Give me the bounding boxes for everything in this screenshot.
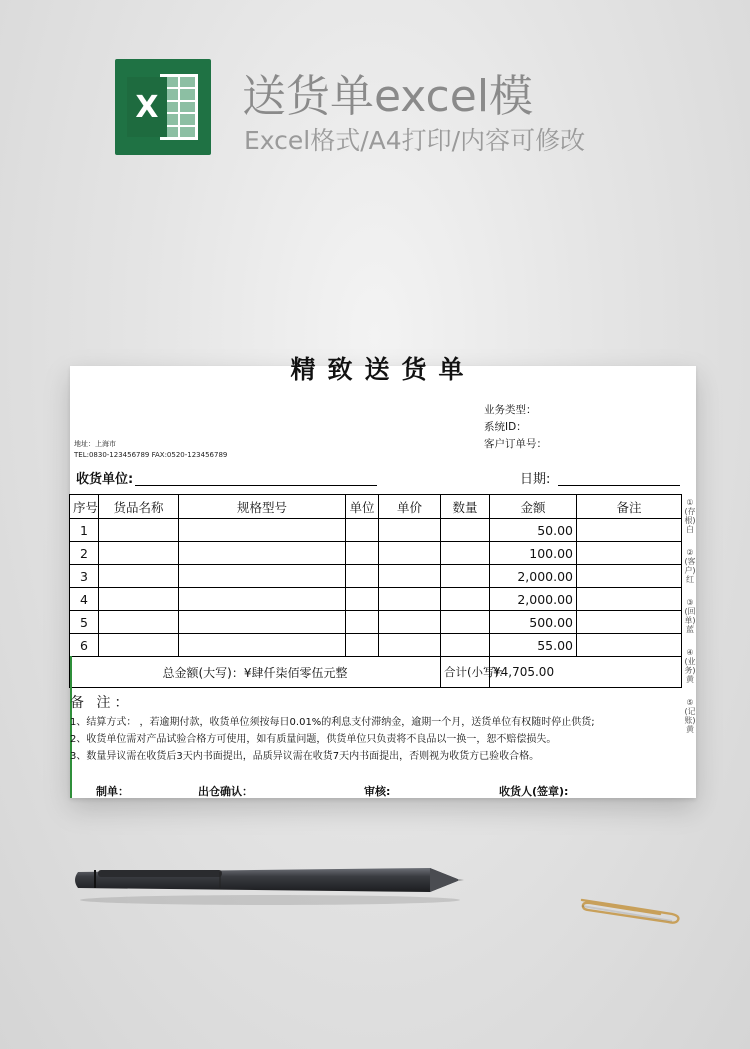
total-row bbox=[70, 657, 682, 688]
cell-remark[interactable] bbox=[577, 634, 682, 657]
cell-spec[interactable] bbox=[179, 611, 346, 634]
cell-spec[interactable] bbox=[179, 634, 346, 657]
cell-amount[interactable]: 50.00 bbox=[490, 519, 577, 542]
cell-spec[interactable] bbox=[179, 565, 346, 588]
delivery-note-paper bbox=[70, 355, 696, 798]
cell-remark[interactable] bbox=[577, 542, 682, 565]
cell-unit[interactable] bbox=[346, 542, 379, 565]
address-text: 地址：上海市 bbox=[74, 440, 116, 448]
business-type-label: 业务类型： bbox=[484, 404, 537, 416]
cell-remark[interactable] bbox=[577, 588, 682, 611]
row-no: 1 bbox=[70, 519, 99, 542]
cell-qty[interactable] bbox=[441, 634, 490, 657]
cell-qty[interactable] bbox=[441, 588, 490, 611]
col-header-amount: 金额 bbox=[490, 495, 577, 519]
cell-unit[interactable] bbox=[346, 588, 379, 611]
cell-remark[interactable] bbox=[577, 611, 682, 634]
row-no: 3 bbox=[70, 565, 99, 588]
contact-text: TEL:0830-123456789 FAX:0520-123456789 bbox=[74, 451, 228, 459]
note-item: 2、收货单位需对产品试验合格方可使用，如有质量问题，供货单位只负责将不良品以一换一，恕不赔偿损失。 bbox=[70, 734, 557, 745]
cell-name[interactable] bbox=[99, 565, 179, 588]
cell-price[interactable] bbox=[379, 588, 441, 611]
row-no: 6 bbox=[70, 634, 99, 657]
copy-label: ①(存根)白 bbox=[684, 498, 696, 534]
col-header-price: 单价 bbox=[379, 495, 441, 519]
date-label: 日期: bbox=[520, 472, 551, 487]
date-input-line[interactable] bbox=[558, 485, 680, 486]
col-header-name: 货品名称 bbox=[99, 495, 179, 519]
cell-amount[interactable]: 2,000.00 bbox=[490, 588, 577, 611]
cell-name[interactable] bbox=[99, 634, 179, 657]
cell-price[interactable] bbox=[379, 611, 441, 634]
col-header-unit: 单位 bbox=[346, 495, 379, 519]
goods-table bbox=[69, 494, 682, 688]
table-row bbox=[70, 611, 682, 634]
col-header-remark: 备注 bbox=[577, 495, 682, 519]
total-amount-in-words: 总金额(大写)：¥肆仟柒佰零伍元整 bbox=[70, 657, 441, 688]
customer-order-label: 客户订单号： bbox=[484, 438, 547, 450]
cell-qty[interactable] bbox=[441, 519, 490, 542]
note-item: 1、结算方式： ，若逾期付款，收货单位须按每日0.01%的利息支付滞纳金，逾期一个月，送货单位有权随时停止供货; bbox=[70, 717, 595, 728]
subtotal-label: 合计(小写): bbox=[441, 657, 490, 688]
cell-unit[interactable] bbox=[346, 565, 379, 588]
cell-name[interactable] bbox=[99, 542, 179, 565]
cell-remark[interactable] bbox=[577, 519, 682, 542]
cell-amount[interactable]: 55.00 bbox=[490, 634, 577, 657]
notes-title: 备 注： bbox=[70, 695, 133, 711]
cell-name[interactable] bbox=[99, 588, 179, 611]
document-title: 精致送货单 bbox=[290, 355, 476, 384]
page-subtitle: Excel格式/A4打印/内容可修改 bbox=[244, 126, 586, 155]
order-meta bbox=[484, 402, 547, 453]
receiver-input-line[interactable] bbox=[135, 485, 377, 486]
receiver-label: 收货单位: bbox=[76, 472, 134, 487]
signature-maker: 制单： bbox=[96, 785, 129, 798]
table-row bbox=[70, 588, 682, 611]
cell-qty[interactable] bbox=[441, 565, 490, 588]
signature-warehouse: 出仓确认： bbox=[198, 785, 253, 798]
cell-unit[interactable] bbox=[346, 611, 379, 634]
col-header-spec: 规格型号 bbox=[179, 495, 346, 519]
col-header-no: 序号 bbox=[70, 495, 99, 519]
cell-remark[interactable] bbox=[577, 565, 682, 588]
signature-receiver: 收货人(签章): bbox=[499, 785, 569, 798]
cell-amount[interactable]: 100.00 bbox=[490, 542, 577, 565]
cell-amount[interactable]: 500.00 bbox=[490, 611, 577, 634]
cell-amount[interactable]: 2,000.00 bbox=[490, 565, 577, 588]
row-no: 4 bbox=[70, 588, 99, 611]
cell-spec[interactable] bbox=[179, 588, 346, 611]
cell-price[interactable] bbox=[379, 565, 441, 588]
copy-label: ④(业务)黄 bbox=[684, 648, 696, 684]
cell-price[interactable] bbox=[379, 542, 441, 565]
cell-unit[interactable] bbox=[346, 519, 379, 542]
note-item: 3、数量异议需在收货后3天内书面提出，品质异议需在收货7天内书面提出，否则视为收货方已验收合格。 bbox=[70, 751, 540, 762]
excel-app-icon bbox=[115, 59, 211, 155]
paper-clip-icon bbox=[574, 890, 686, 926]
cell-qty[interactable] bbox=[441, 611, 490, 634]
cell-spec[interactable] bbox=[179, 542, 346, 565]
table-row bbox=[70, 565, 682, 588]
signature-reviewer: 审核: bbox=[364, 785, 391, 798]
cell-qty[interactable] bbox=[441, 542, 490, 565]
excel-x-icon: X bbox=[127, 77, 167, 137]
table-header-row bbox=[70, 495, 682, 519]
row-no: 5 bbox=[70, 611, 99, 634]
table-row bbox=[70, 542, 682, 565]
copy-color-strip bbox=[683, 498, 697, 748]
system-id-label: 系统ID： bbox=[484, 421, 527, 433]
cell-unit[interactable] bbox=[346, 634, 379, 657]
page-title: 送货单excel模 bbox=[242, 71, 534, 122]
cell-spec[interactable] bbox=[179, 519, 346, 542]
copy-label: ③(回单)蓝 bbox=[684, 598, 696, 634]
cell-name[interactable] bbox=[99, 611, 179, 634]
cell-price[interactable] bbox=[379, 519, 441, 542]
col-header-qty: 数量 bbox=[441, 495, 490, 519]
table-row bbox=[70, 519, 682, 542]
row-no: 2 bbox=[70, 542, 99, 565]
cell-price[interactable] bbox=[379, 634, 441, 657]
pen-icon bbox=[70, 860, 470, 910]
sender-address-block bbox=[74, 439, 227, 461]
table-row bbox=[70, 634, 682, 657]
cell-name[interactable] bbox=[99, 519, 179, 542]
subtotal-value: ¥4,705.00 bbox=[490, 657, 682, 688]
copy-label: ⑤(记账)黄 bbox=[684, 698, 696, 734]
copy-label: ②(客户)红 bbox=[684, 548, 696, 584]
